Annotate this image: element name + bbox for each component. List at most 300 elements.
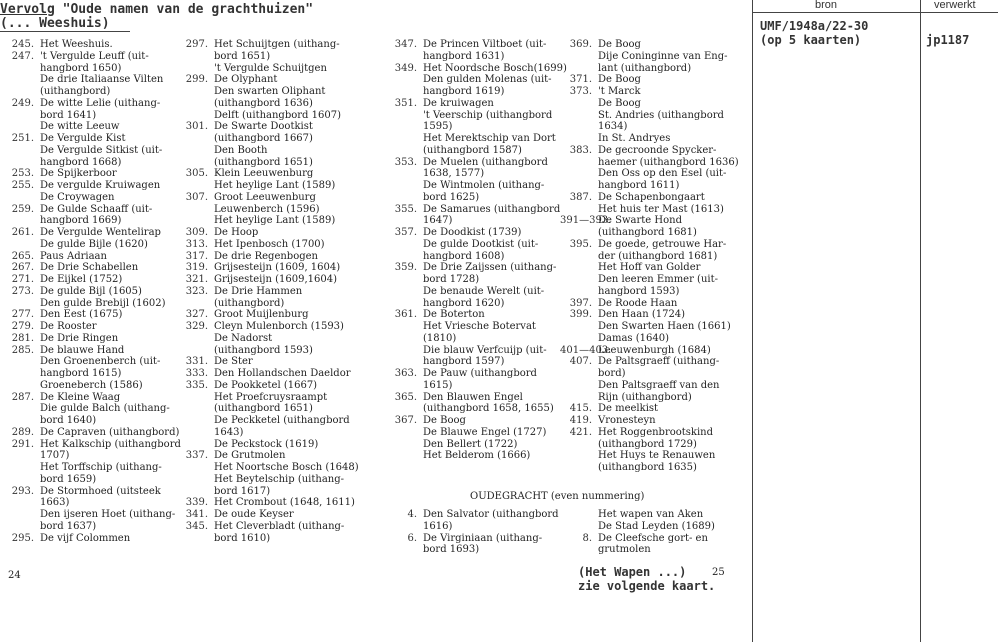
house-name: De Princen Viltboet (uit- — [423, 39, 547, 50]
house-number — [387, 286, 423, 298]
house-name: (uithangbord 1593) — [214, 344, 313, 356]
house-name: Den swarten Oliphant — [214, 86, 326, 97]
house-number — [178, 98, 214, 110]
page-number-right: 25 — [712, 567, 725, 578]
house-name: Den Paltsgraeff van den — [598, 379, 720, 391]
house-number — [4, 462, 40, 474]
house-name: Den leeren Emmer (uit- — [598, 274, 718, 285]
list-item — [178, 74, 359, 86]
house-name: bord 1640) — [40, 415, 97, 426]
oudegracht-left — [387, 509, 559, 556]
house-number — [560, 321, 598, 333]
house-number: 347. — [394, 39, 417, 50]
house-name: (uithangbord) — [40, 86, 111, 97]
house-number: 285. — [11, 344, 34, 356]
house-name: De Vergulde Wentelirap — [40, 227, 161, 238]
house-name: Den gulden Molenas (uit- — [423, 74, 552, 86]
house-number — [560, 227, 598, 239]
list-item — [387, 239, 567, 251]
house-number: 397. — [569, 297, 592, 309]
house-name: De goede, getrouwe Har- — [598, 238, 727, 250]
house-name: Groeneberch (1586) — [40, 379, 143, 391]
list-item — [387, 63, 567, 75]
house-number — [4, 157, 40, 169]
list-item — [560, 533, 715, 545]
house-number — [560, 509, 598, 521]
list-item — [560, 462, 739, 474]
list-item — [387, 192, 567, 204]
house-name: Het Huys te Renauwen — [598, 450, 716, 462]
house-number — [178, 439, 214, 451]
list-item — [178, 39, 359, 51]
house-name: Het Proefcruysraampt — [214, 391, 328, 403]
house-number — [560, 168, 598, 180]
house-name: Het Merektschip van Dort — [423, 133, 556, 144]
house-number: 291. — [11, 438, 34, 450]
house-number — [178, 415, 214, 427]
list-item — [387, 145, 567, 157]
house-number — [387, 168, 423, 180]
list-item — [178, 439, 359, 451]
house-name: 1663) — [40, 497, 70, 509]
house-name: 't Marck — [598, 86, 641, 97]
list-item — [560, 51, 739, 63]
house-number: 265. — [11, 250, 34, 262]
house-name: bord 1728) — [423, 274, 480, 285]
column-1 — [4, 39, 181, 544]
house-number: 415. — [569, 403, 592, 415]
house-name: De Drie Schabellen — [40, 262, 139, 274]
house-name: 1595) — [423, 121, 453, 133]
house-name: St. Andries (uithangbord — [598, 109, 724, 121]
list-item — [560, 98, 739, 110]
house-number: 351. — [394, 97, 417, 109]
house-number — [4, 192, 40, 204]
bron-value-1: UMF/1948a/22-30 — [760, 19, 869, 33]
list-item — [4, 427, 181, 439]
list-item — [387, 251, 567, 263]
list-item — [178, 298, 359, 310]
list-item — [387, 204, 567, 216]
house-name: hangbord 1597) — [423, 356, 505, 368]
house-number — [387, 427, 423, 439]
house-number — [4, 403, 40, 415]
list-item — [4, 380, 181, 392]
house-number: 345. — [185, 520, 208, 532]
house-number: 353. — [394, 156, 417, 168]
house-number: 323. — [185, 285, 208, 297]
list-item — [4, 133, 181, 145]
house-number: 337. — [185, 450, 208, 462]
house-number — [178, 298, 214, 310]
house-name: Grijsesteijn (1609,1604) — [214, 274, 337, 285]
house-number — [387, 321, 423, 333]
list-item — [4, 74, 181, 86]
list-item — [387, 274, 567, 286]
house-name: De Swarte Dootkist — [214, 121, 313, 133]
house-number — [387, 356, 423, 368]
list-item — [4, 98, 181, 110]
house-name: Den Hollandschen Daeldor — [214, 368, 351, 379]
house-name: grutmolen — [598, 544, 651, 556]
house-name: Het Ipenbosch (1700) — [214, 238, 325, 250]
house-name: (uithangbord 1651) — [214, 403, 313, 415]
house-number: 339. — [185, 497, 208, 509]
house-number: 391—393. — [560, 215, 612, 227]
house-number — [560, 133, 598, 145]
list-item — [178, 227, 359, 239]
house-number — [178, 403, 214, 415]
house-number — [387, 333, 423, 345]
house-name: hangbord 1669) — [40, 215, 122, 227]
house-number: 305. — [185, 168, 208, 180]
house-name: hangbord 1611) — [598, 180, 680, 191]
list-item — [178, 274, 359, 286]
house-number — [4, 298, 40, 310]
list-item — [4, 286, 181, 298]
house-name: (uithangbord 1667) — [214, 133, 313, 144]
list-item — [560, 380, 739, 392]
house-number — [178, 51, 214, 63]
list-item — [387, 86, 567, 98]
house-name: De witte Lelie (uithang- — [40, 97, 161, 109]
list-item — [178, 204, 359, 216]
page-number-left: 24 — [8, 570, 21, 581]
house-name: bord) — [598, 368, 626, 379]
list-item — [4, 450, 181, 462]
list-item — [560, 392, 739, 404]
house-name: De gulde Bijl (1605) — [40, 285, 142, 297]
house-name: (uithangbord 1681) — [598, 227, 697, 238]
house-number: 279. — [11, 321, 34, 332]
list-item — [178, 133, 359, 145]
house-name: 1643) — [214, 426, 244, 438]
house-name: 1647) — [423, 215, 453, 227]
house-name: bord 1659) — [40, 473, 97, 485]
title-rest: "Oude namen van de grachthuizen" — [54, 2, 314, 17]
house-number: 271. — [11, 274, 34, 285]
list-item — [4, 368, 181, 380]
list-item — [560, 368, 739, 380]
house-number: 317. — [185, 250, 208, 262]
house-number — [387, 145, 423, 157]
house-name: De blauwe Hand — [40, 344, 125, 356]
house-number — [560, 98, 598, 110]
house-number: 277. — [11, 309, 34, 321]
list-item — [387, 39, 567, 51]
list-item — [4, 439, 181, 451]
house-name: Het Weeshuis. — [40, 39, 113, 50]
house-number — [387, 274, 423, 286]
list-item — [387, 121, 567, 133]
house-name: Het Noordsche Bosch(1699) — [423, 62, 567, 74]
list-item — [560, 309, 739, 321]
list-item — [387, 298, 567, 310]
list-item — [387, 74, 567, 86]
house-name: haemer (uithangbord 1636) — [598, 156, 739, 168]
house-number — [560, 204, 598, 216]
house-name: Cleyn Mulenborch (1593) — [214, 321, 344, 332]
oudegracht-right — [560, 509, 715, 556]
house-name: De Hoop — [214, 227, 259, 238]
house-number — [178, 333, 214, 345]
house-name: Den ijseren Hoet (uithang- — [40, 509, 176, 520]
house-number — [178, 63, 214, 75]
house-number — [387, 74, 423, 86]
house-number: 349. — [394, 62, 417, 74]
house-name: De drie Italiaanse Vilten — [40, 74, 164, 86]
house-name: 1616) — [423, 520, 453, 532]
house-number: 321. — [185, 274, 208, 285]
house-name: (uithangbord 1635) — [598, 462, 697, 473]
list-item — [560, 427, 739, 439]
list-item — [560, 192, 739, 204]
list-item — [560, 39, 739, 51]
list-item — [560, 121, 739, 133]
list-item — [387, 215, 567, 227]
house-name: Het Roggenbrootskind — [598, 426, 714, 438]
house-name: Groot Leeuwenburg — [214, 191, 316, 203]
house-number: 421. — [569, 426, 592, 438]
list-item — [4, 392, 181, 404]
list-item — [4, 533, 181, 545]
house-name: (uithangbord 1658, 1655) — [423, 403, 554, 415]
list-item — [560, 274, 739, 286]
list-item — [387, 262, 567, 274]
house-number — [387, 192, 423, 204]
house-name: Delft (uithangbord 1607) — [214, 109, 341, 121]
house-name: Den Eest (1675) — [40, 309, 123, 321]
house-number — [4, 215, 40, 227]
list-item — [387, 415, 567, 427]
house-number: 363. — [394, 368, 417, 379]
house-name: bord 1637) — [40, 520, 97, 532]
house-number — [560, 63, 598, 75]
house-name: De Peckketel (uithangbord — [214, 415, 350, 426]
list-item — [178, 333, 359, 345]
house-name: Het Vriesche Botervat — [423, 321, 536, 332]
house-name: Het Cleverbladt (uithang- — [214, 520, 345, 532]
list-item — [4, 497, 181, 509]
house-number — [560, 392, 598, 404]
list-item — [387, 345, 567, 357]
house-name: De Eijkel (1752) — [40, 274, 123, 285]
house-number — [560, 251, 598, 263]
list-item — [387, 98, 567, 110]
panel-header-line — [752, 12, 998, 13]
house-number — [4, 380, 40, 392]
list-item — [4, 486, 181, 498]
list-item — [178, 286, 359, 298]
house-name: Het Torffschip (uithang- — [40, 462, 162, 473]
house-number — [4, 509, 40, 521]
house-name: Het Hoff van Golder — [598, 262, 701, 274]
house-number — [387, 180, 423, 192]
house-name: De drie Regenbogen — [214, 250, 318, 262]
house-name: Den Bellert (1722) — [423, 438, 518, 450]
house-name: Den Salvator (uithangbord — [423, 509, 559, 520]
house-number: 255. — [11, 180, 34, 191]
list-item — [387, 168, 567, 180]
house-name: (1810) — [423, 332, 457, 344]
house-name: De Swarte Hond — [598, 215, 682, 227]
list-item — [560, 403, 739, 415]
house-number: 387. — [569, 191, 592, 203]
list-item — [4, 192, 181, 204]
house-number — [4, 63, 40, 75]
list-item — [178, 262, 359, 274]
list-item — [4, 180, 181, 192]
list-item — [178, 533, 359, 545]
house-number — [4, 74, 40, 86]
house-number: 383. — [569, 144, 592, 156]
house-number — [560, 450, 598, 462]
house-name: bord 1610) — [214, 532, 271, 544]
list-item — [4, 274, 181, 286]
house-name: De Nadorst — [214, 332, 273, 344]
list-item — [4, 121, 181, 133]
house-name: De Doodkist (1739) — [423, 227, 522, 238]
list-item — [4, 168, 181, 180]
house-number: 8. — [582, 532, 592, 544]
page-subtitle: (... Weeshuis) — [0, 16, 110, 31]
house-number — [4, 497, 40, 509]
house-name: Groot Muijlenburg — [214, 309, 309, 321]
house-number — [387, 544, 423, 556]
house-number — [387, 51, 423, 63]
house-number: 6. — [407, 532, 417, 544]
house-number — [4, 110, 40, 122]
house-number — [560, 262, 598, 274]
list-item — [178, 474, 359, 486]
house-name: Rijn (uithangbord) — [598, 391, 692, 403]
list-item — [560, 215, 739, 227]
house-name: Vronesteyn — [598, 415, 656, 426]
page-title — [0, 2, 313, 17]
list-item — [4, 63, 181, 75]
list-item — [178, 509, 359, 521]
house-number — [178, 204, 214, 216]
house-number: 4. — [407, 509, 417, 520]
list-item — [178, 168, 359, 180]
house-name: Den Groenenberch (uit- — [40, 356, 161, 368]
house-name: Het wapen van Aken — [598, 509, 704, 520]
house-name: Klein Leeuwenburg — [214, 168, 314, 180]
house-name: bord 1625) — [423, 191, 480, 203]
house-number — [387, 298, 423, 310]
house-number — [560, 462, 598, 474]
house-name: Het Beytelschip (uithang- — [214, 473, 345, 485]
house-number: 361. — [394, 309, 417, 321]
house-name: hangbord 1631) — [423, 50, 505, 62]
house-number: 341. — [185, 509, 208, 520]
house-number: 331. — [185, 356, 208, 368]
list-item — [4, 39, 181, 51]
house-number — [387, 215, 423, 227]
house-name: De gulde Dootkist (uit- — [423, 238, 539, 250]
house-name: hangbord 1650) — [40, 62, 122, 74]
house-number: 267. — [11, 262, 34, 274]
list-item — [4, 298, 181, 310]
house-name: De Wintmolen (uithang- — [423, 180, 545, 191]
house-number — [178, 157, 214, 169]
list-item — [560, 145, 739, 157]
house-name: De kruiwagen — [423, 97, 494, 109]
house-number: 259. — [11, 203, 34, 215]
house-name: De Grutmolen — [214, 450, 286, 462]
house-name: De Boterton — [423, 309, 485, 321]
house-name: 1615) — [423, 379, 453, 391]
house-name: Het Noortsche Bosch (1648) — [214, 462, 359, 473]
column-2 — [178, 39, 359, 544]
house-number — [4, 239, 40, 251]
list-item — [4, 462, 181, 474]
house-name: Leeuwenburgh (1684) — [598, 344, 711, 356]
house-name: De Blauwe Engel (1727) — [423, 426, 547, 438]
list-item — [4, 333, 181, 345]
house-name: De Roode Haan — [598, 297, 678, 309]
house-number — [387, 133, 423, 145]
list-item — [387, 368, 567, 380]
house-name: lant (uithangbord) — [598, 62, 692, 74]
house-name: bord 1641) — [40, 109, 97, 121]
list-item — [178, 368, 359, 380]
column-4 — [560, 39, 739, 474]
house-name: hangbord 1608) — [423, 250, 505, 262]
list-item — [178, 462, 359, 474]
house-number — [387, 251, 423, 263]
house-number — [560, 121, 598, 133]
house-name: De Capraven (uithangbord) — [40, 426, 180, 438]
house-name: 't Vergulde Leuff (uit- — [40, 50, 149, 62]
list-item — [560, 110, 739, 122]
house-name: De Vergulde Sitkist (uit- — [40, 144, 163, 156]
list-item — [178, 215, 359, 227]
list-item — [178, 521, 359, 533]
list-item — [560, 286, 739, 298]
house-name: De Boog — [598, 74, 641, 86]
house-number: 313. — [185, 238, 208, 250]
house-name: hangbord 1593) — [598, 285, 680, 297]
house-name: De gulde Bijle (1620) — [40, 238, 148, 250]
house-name: De Virginiaan (uithang- — [423, 532, 543, 544]
list-item — [178, 415, 359, 427]
list-item — [4, 239, 181, 251]
house-number: 247. — [11, 50, 34, 62]
house-name: De vijf Colommen — [40, 532, 131, 544]
list-item — [560, 544, 715, 556]
list-item — [4, 321, 181, 333]
house-name: hangbord 1668) — [40, 156, 122, 168]
house-number — [4, 450, 40, 462]
house-number — [387, 345, 423, 357]
list-item — [178, 380, 359, 392]
house-number — [560, 157, 598, 169]
list-item — [560, 356, 739, 368]
house-number: 359. — [394, 262, 417, 274]
house-number — [178, 427, 214, 439]
house-name: De Boog — [598, 97, 641, 109]
list-item — [560, 168, 739, 180]
house-name: De Cleefsche gort- en — [598, 532, 708, 544]
house-name: De Drie Hammen — [214, 285, 303, 297]
house-name: De Kleine Waag — [40, 391, 121, 403]
house-name: De Vergulde Kist — [40, 133, 126, 144]
house-number — [387, 86, 423, 98]
house-number — [4, 86, 40, 98]
list-item — [178, 121, 359, 133]
list-item — [4, 309, 181, 321]
